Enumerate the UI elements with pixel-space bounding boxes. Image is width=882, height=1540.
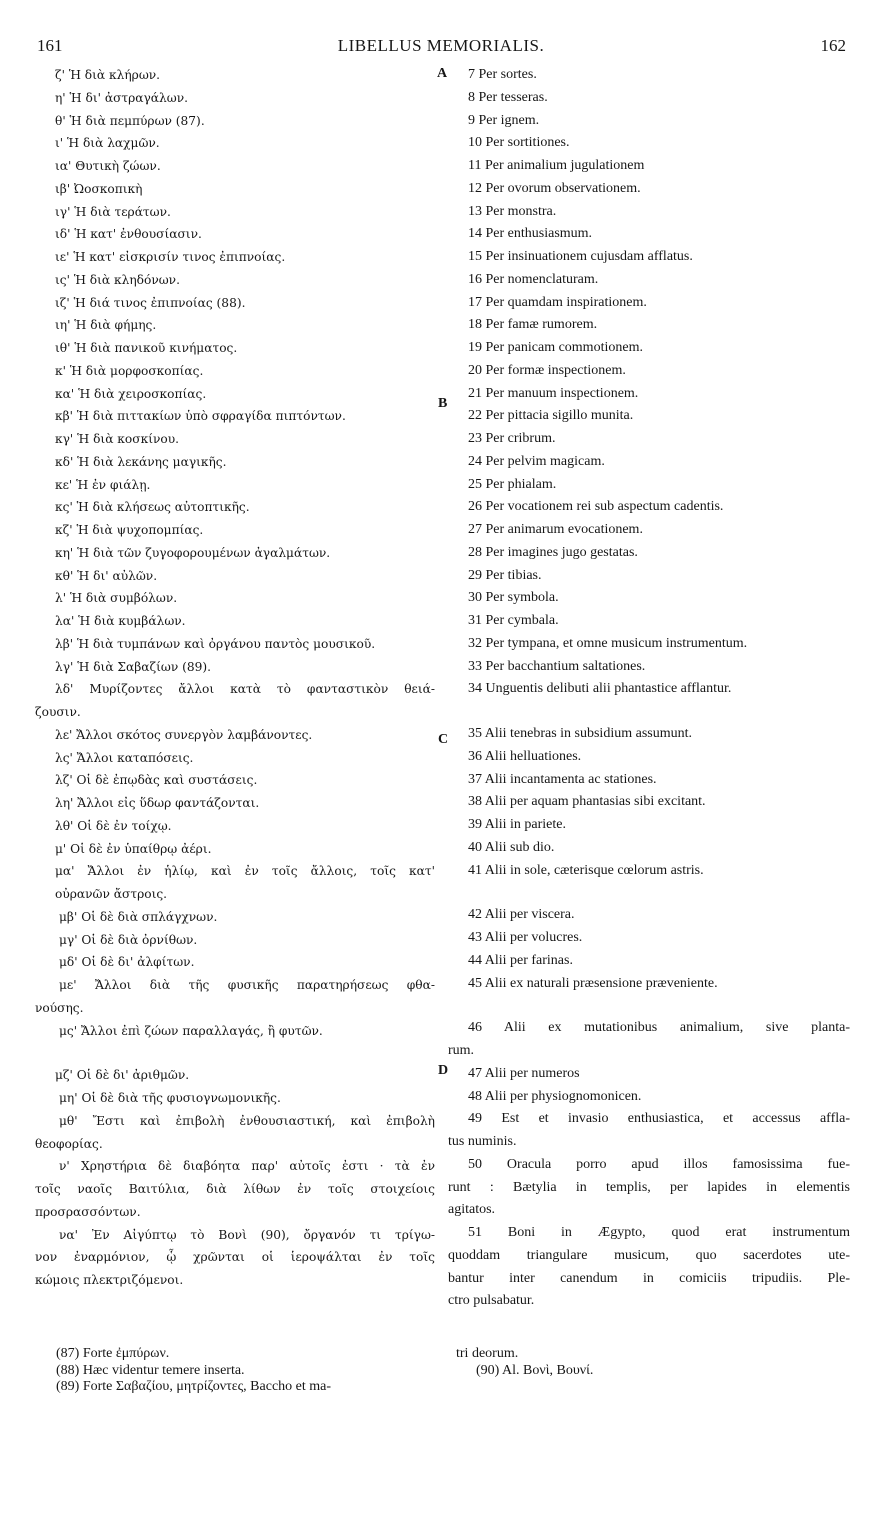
greek-line: λ' Ἡ διὰ συμβόλων. — [55, 591, 178, 606]
latin-line: quoddam triangulare musicum, quo sacerdotes ute- — [448, 1247, 850, 1263]
greek-line: τοῖς ναοῖς Βαιτύλια, διὰ λίθων ἐν τοῖς στοιχείοις — [35, 1182, 435, 1196]
latin-line: 50 Oracula porro apud illos famosissima fue- — [468, 1156, 850, 1172]
latin-line: 30 Per symbola. — [468, 590, 559, 606]
latin-line: 22 Per pittacia sigillo munita. — [468, 408, 634, 424]
latin-line: 44 Alii per farinas. — [468, 952, 573, 968]
latin-line: 39 Alii in pariete. — [468, 817, 566, 832]
running-title: LIBELLUS MEMORIALIS. — [337, 36, 545, 55]
latin-line: 8 Per tesseras. — [468, 89, 548, 105]
latin-line: 16 Per nomenclaturam. — [468, 271, 599, 287]
latin-line: rum. — [448, 1043, 475, 1058]
latin-line: 47 Alii per numeros — [468, 1065, 580, 1081]
greek-line: κγ' Ἡ διὰ κοσκίνου. — [55, 432, 180, 446]
greek-line: λδ' Μυρίζοντες ἄλλοι κατὰ τὸ φανταστικὸν θειά- — [55, 682, 435, 697]
greek-line: λα' Ἡ διὰ κυμβάλων. — [55, 614, 186, 628]
latin-line: 10 Per sortitiones. — [468, 135, 570, 151]
greek-line: μθ' Ἔστι καὶ ἐπιβολὴ ἐνθουσιαστική, καὶ ἐπιβολὴ — [59, 1113, 435, 1128]
greek-line: ν' Χρηστήρια δὲ διαβόητα παρ' αὐτοῖς ἐστι · τὰ ἐν — [59, 1159, 435, 1174]
latin-line: 7 Per sortes. — [468, 67, 537, 82]
margin-letter-c: C — [438, 732, 449, 747]
greek-line: μς' Ἄλλοι ἐπὶ ζώων παραλλαγάς, ἢ φυτῶν. — [59, 1023, 323, 1038]
greek-line: κδ' Ἡ διὰ λεκάνης μαγικῆς. — [55, 454, 227, 469]
greek-line: κβ' Ἡ διὰ πιττακίων ὑπὸ σφραγίδα πιπτόντων. — [55, 409, 346, 424]
greek-line: μζ' Οἱ δὲ δι' ἀριθμῶν. — [55, 1068, 190, 1083]
greek-line: ιδ' Ἡ κατ' ἐνθουσίασιν. — [55, 227, 202, 242]
greek-line: ιθ' Ἡ διὰ πανικοῦ κινήματος. — [55, 341, 238, 355]
greek-line: κε' Ἡ ἐν φιάλῃ. — [55, 477, 151, 492]
footnotes-left — [56, 1346, 436, 1396]
greek-line: μδ' Οἱ δὲ δι' ἀλφίτων. — [59, 955, 195, 970]
greek-line: λη' Ἄλλοι εἰς ὕδωρ φαντάζονται. — [55, 796, 260, 810]
latin-line: 27 Per animarum evocationem. — [468, 522, 643, 537]
margin-letter-d: D — [438, 1063, 449, 1078]
greek-line: λθ' Οἱ δὲ ἐν τοίχῳ. — [55, 818, 172, 833]
latin-line: 38 Alii per aquam phantasias sibi excitant. — [468, 794, 706, 810]
latin-line: 12 Per ovorum observationem. — [468, 180, 641, 196]
latin-line: 23 Per cribrum. — [468, 431, 556, 446]
greek-line: κς' Ἡ διὰ κλήσεως αὐτοπτικῆς. — [55, 500, 250, 515]
latin-line: 43 Alii per volucres. — [468, 930, 583, 945]
page-number-right: 162 — [820, 36, 846, 55]
greek-line: κώμοις πλεκτριζόμενοι. — [35, 1273, 184, 1287]
latin-line: runt : Bætylia in templis, per lapides in elementis — [448, 1179, 850, 1195]
greek-line: οὐρανῶν ἄστροις. — [55, 887, 168, 901]
margin-letter-b: B — [438, 396, 448, 411]
latin-line: tus numinis. — [448, 1134, 517, 1149]
footnote-89: (89) Forte Σαβαζίου, μητρίζοντες, Baccho et ma- — [56, 1379, 332, 1394]
greek-line: ις' Ἡ διὰ κληδόνων. — [55, 272, 180, 287]
latin-line: 25 Per phialam. — [468, 476, 557, 492]
latin-line: 19 Per panicam commotionem. — [468, 340, 643, 355]
greek-line: μβ' Οἱ δὲ διὰ σπλάγχνων. — [59, 909, 218, 924]
greek-line: με' Ἄλλοι διὰ τῆς φυσικῆς παρατηρήσεως φθα- — [59, 978, 435, 992]
latin-line: 48 Alii per physiognomonicen. — [468, 1088, 642, 1104]
margin-letter-a: A — [437, 66, 448, 81]
greek-line: ιη' Ἡ διὰ φήμης. — [55, 318, 157, 333]
greek-line: νον ἐναρμόνιον, ᾧ χρῶνται οἱ ἱεροψάλται ἐν τοῖς — [35, 1250, 435, 1265]
latin-line: bantur inter canendum in comiciis tripudiis. Ple- — [448, 1270, 850, 1286]
latin-line: 35 Alii tenebras in subsidium assumunt. — [468, 726, 692, 741]
latin-line: 29 Per tibias. — [468, 567, 542, 583]
footnote-89-continued: tri deorum. — [456, 1346, 519, 1361]
latin-line: 24 Per pelvim magicam. — [468, 453, 605, 469]
latin-line: 49 Est et invasio enthusiastica, et accessus affla- — [468, 1111, 850, 1127]
latin-line: 11 Per animalium jugulationem — [468, 158, 645, 173]
latin-line: 26 Per vocationem rei sub aspectum cadentis. — [468, 499, 724, 515]
latin-line: 18 Per famæ rumorem. — [468, 317, 598, 333]
greek-line: κ' Ἡ διὰ μορφοσκοπίας. — [55, 363, 204, 378]
latin-line: 42 Alii per viscera. — [468, 907, 575, 923]
greek-line: νούσης. — [35, 1000, 84, 1015]
latin-line: 28 Per imagines jugo gestatas. — [468, 544, 638, 560]
footnotes-right — [456, 1346, 836, 1379]
latin-line: 46 Alii ex mutationibus animalium, sive planta- — [468, 1020, 850, 1036]
latin-line: 40 Alii sub dio. — [468, 839, 555, 855]
latin-line: 31 Per cymbala. — [468, 613, 559, 628]
greek-line: ιε' Ἡ κατ' εἰσκρισίν τινος ἐπιπνοίας. — [55, 250, 286, 264]
greek-line: μα' Ἄλλοι ἐν ἡλίῳ, καὶ ἐν τοῖς ἄλλοις, τοῖς κατ' — [55, 864, 435, 879]
latin-line: 33 Per bacchantium saltationes. — [468, 658, 646, 674]
page-number-left: 161 — [37, 36, 63, 55]
latin-line: 14 Per enthusiasmum. — [468, 226, 593, 242]
greek-line: λβ' Ἡ διὰ τυμπάνων καὶ ὀργάνου παντὸς μουσικοῦ. — [55, 636, 376, 651]
greek-line: λε' Ἄλλοι σκότος συνεργὸν λαμβάνοντες. — [55, 727, 313, 742]
greek-line: προσρασσόντων. — [35, 1204, 141, 1219]
greek-line: ζ' Ἡ διὰ κλήρων. — [55, 68, 161, 82]
greek-line: ιβ' Ὠοσκοπικὴ — [55, 181, 143, 196]
latin-line: 34 Unguentis delibuti alii phantastice afflantur. — [468, 681, 732, 697]
greek-line: ζουσιν. — [35, 705, 81, 719]
greek-line: θ' Ἡ διὰ πεμπύρων (87). — [55, 113, 205, 128]
greek-line: λγ' Ἡ διὰ Σαβαζίων (89). — [55, 659, 212, 674]
greek-line: θεοφορίας. — [35, 1136, 103, 1151]
greek-line: λζ' Οἱ δὲ ἐπῳδὰς καὶ συστάσεις. — [55, 773, 258, 788]
latin-line: 17 Per quamdam inspirationem. — [468, 294, 647, 310]
latin-line: 45 Alii ex naturali præsensione præveniente. — [468, 975, 718, 991]
footnote-90: (90) Al. Βονὶ, Βουνί. — [476, 1362, 594, 1378]
latin-line: 36 Alii helluationes. — [468, 748, 582, 764]
latin-line: 13 Per monstra. — [468, 203, 557, 219]
greek-line: ιζ' Ἡ διά τινος ἐπιπνοίας (88). — [55, 295, 246, 310]
greek-line: κη' Ἡ διὰ τῶν ζυγοφορουμένων ἀγαλμάτων. — [55, 545, 331, 560]
greek-line: μη' Οἱ δὲ διὰ τῆς φυσιογνωμονικῆς. — [59, 1091, 281, 1105]
latin-line: 9 Per ignem. — [468, 112, 540, 128]
latin-line: 32 Per tympana, et omne musicum instrumentum. — [468, 635, 748, 651]
greek-line: κα' Ἡ διὰ χειροσκοπίας. — [55, 386, 207, 401]
greek-line: μ' Οἱ δὲ ἐν ὑπαίθρῳ ἀέρι. — [55, 841, 212, 856]
greek-line: ιγ' Ἡ διὰ τεράτων. — [55, 204, 171, 219]
footnote-87: (87) Forte ἐμπύρων. — [56, 1346, 170, 1361]
latin-line: ctro pulsabatur. — [448, 1293, 535, 1309]
greek-line: η' Ἡ δι' ἀστραγάλων. — [55, 90, 188, 105]
greek-column — [35, 64, 435, 1292]
greek-line: κθ' Ἡ δι' αὐλῶν. — [55, 568, 158, 583]
greek-line: ια' Θυτικὴ ζώων. — [55, 159, 161, 173]
latin-line: 15 Per insinuationem cujusdam afflatus. — [468, 249, 693, 264]
greek-line: ι' Ἡ διὰ λαχμῶν. — [55, 136, 160, 151]
latin-column — [448, 64, 850, 1313]
greek-line: κζ' Ἡ διὰ ψυχοπομπίας. — [55, 523, 204, 537]
greek-line: μγ' Οἱ δὲ διὰ ὀρνίθων. — [59, 932, 198, 947]
latin-line: agitatos. — [448, 1202, 496, 1218]
latin-line: 51 Boni in Ægypto, quod erat instrumentum — [468, 1225, 850, 1240]
latin-line: 41 Alii in sole, cæterisque cœlorum astris. — [468, 862, 704, 878]
greek-line: να' Ἐν Αἰγύπτῳ τὸ Βονὶ (90), ὄργανόν τι τρίγω- — [59, 1227, 435, 1242]
latin-line: 37 Alii incantamenta ac stationes. — [468, 771, 657, 787]
greek-line: λς' Ἄλλοι καταπόσεις. — [55, 750, 194, 765]
latin-line: 21 Per manuum inspectionem. — [468, 385, 639, 401]
footnote-88: (88) Hæc videntur temere inserta. — [56, 1362, 245, 1378]
latin-line: 20 Per formæ inspectionem. — [468, 362, 626, 378]
